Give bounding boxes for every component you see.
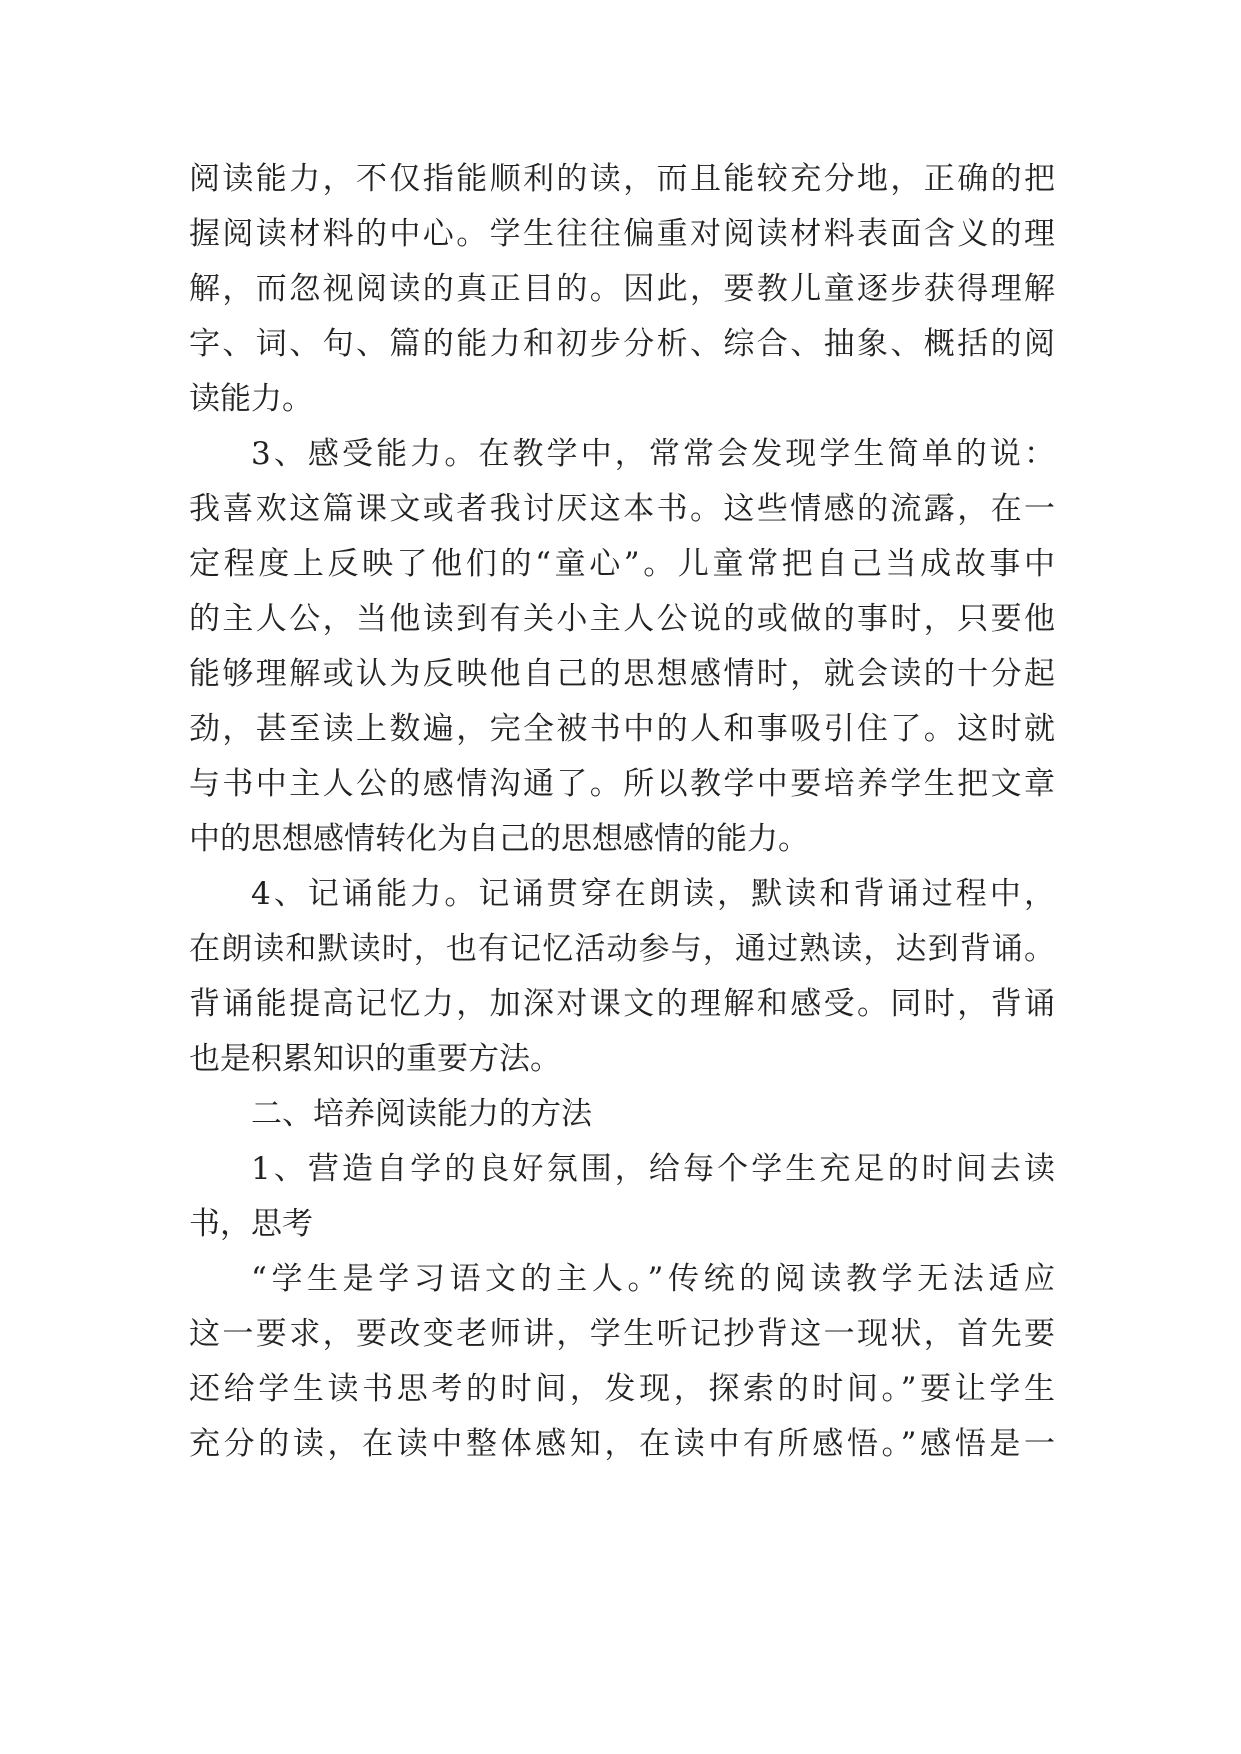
- document-body: [189, 152, 1055, 1472]
- paragraph-line: “学生是学习语文的主人。”传统的阅读教学无法适应: [251, 1261, 1055, 1297]
- paragraph-line: 充分的读，在读中整体感知，在读中有所感悟。”感悟是一: [189, 1426, 1055, 1462]
- paragraph-line: 还给学生读书思考的时间，发现，探索的时间。”要让学生: [189, 1371, 1055, 1407]
- paragraph-line: 解，而忽视阅读的真正目的。因此，要教儿童逐步获得理解: [189, 271, 1055, 307]
- paragraph-line: 在朗读和默读时，也有记忆活动参与，通过熟读，达到背诵。: [189, 931, 1055, 967]
- paragraph-line: 也是积累知识的重要方法。: [189, 1041, 561, 1077]
- paragraph-line: 4、记诵能力。记诵贯穿在朗读，默读和背诵过程中，: [251, 876, 1055, 912]
- paragraph-line: 能够理解或认为反映他自己的思想感情时，就会读的十分起: [189, 656, 1055, 692]
- paragraph-line: 的主人公，当他读到有关小主人公说的或做的事时，只要他: [189, 601, 1055, 637]
- paragraph-line: 中的思想感情转化为自己的思想感情的能力。: [189, 821, 809, 857]
- paragraph-line: 我喜欢这篇课文或者我讨厌这本书。这些情感的流露，在一: [189, 491, 1055, 527]
- paragraph-line: 阅读能力，不仅指能顺利的读，而且能较充分地，正确的把: [189, 161, 1055, 197]
- paragraph-line: 与书中主人公的感情沟通了。所以教学中要培养学生把文章: [189, 766, 1055, 802]
- paragraph-line: 字、词、句、篇的能力和初步分析、综合、抽象、概括的阅: [189, 326, 1055, 362]
- subsection-heading: 书，思考: [189, 1206, 313, 1242]
- paragraph-line: 读能力。: [189, 381, 313, 417]
- subsection-heading: 1、营造自学的良好氛围，给每个学生充足的时间去读: [251, 1151, 1055, 1187]
- paragraph-line: 定程度上反映了他们的“童心”。儿童常把自己当成故事中: [189, 546, 1055, 582]
- paragraph-line: 这一要求，要改变老师讲，学生听记抄背这一现状，首先要: [189, 1316, 1055, 1352]
- paragraph-line: 背诵能提高记忆力，加深对课文的理解和感受。同时，背诵: [189, 986, 1055, 1022]
- section-heading: 二、培养阅读能力的方法: [251, 1096, 592, 1132]
- paragraph-line: 劲，甚至读上数遍，完全被书中的人和事吸引住了。这时就: [189, 711, 1055, 747]
- paragraph-line: 握阅读材料的中心。学生往往偏重对阅读材料表面含义的理: [189, 216, 1055, 252]
- paragraph-line: 3、感受能力。在教学中，常常会发现学生简单的说：: [251, 436, 1055, 472]
